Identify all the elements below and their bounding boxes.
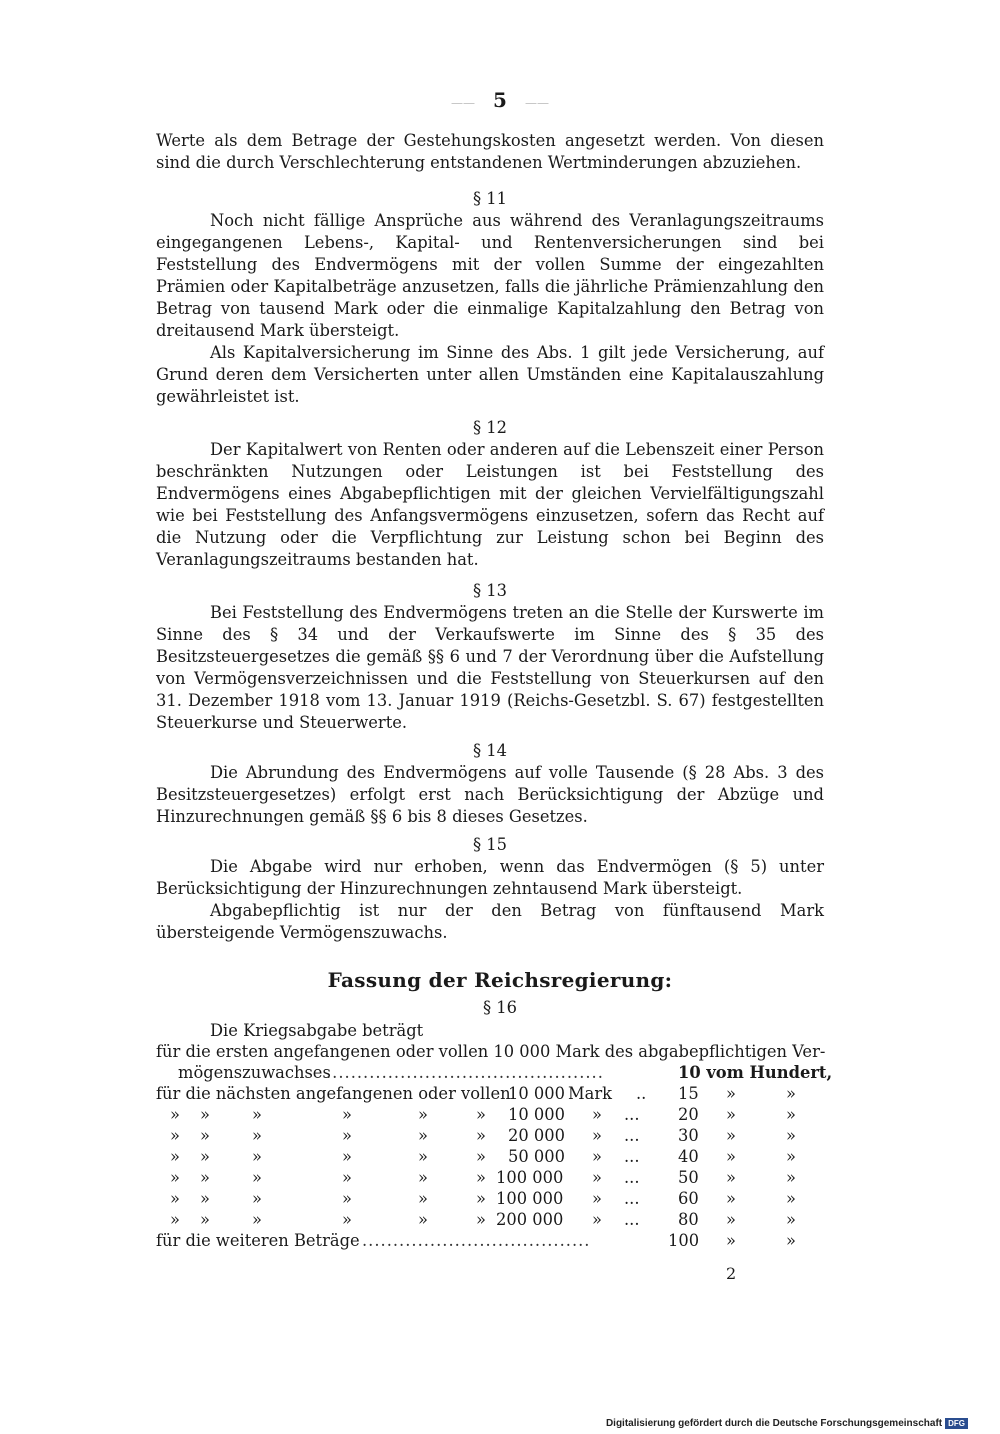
leader-dots: ... bbox=[624, 1168, 640, 1187]
ditto-mark: » bbox=[476, 1189, 486, 1208]
ditto-mark: » bbox=[592, 1147, 602, 1166]
ditto-mark: » bbox=[342, 1210, 352, 1229]
table-row bbox=[156, 1146, 824, 1167]
ditto-mark: » bbox=[418, 1126, 428, 1145]
amount: 200 000 bbox=[496, 1210, 564, 1229]
dfg-logo: DFG bbox=[945, 1418, 968, 1429]
ditto-mark: » bbox=[592, 1210, 602, 1229]
ditto-mark: » bbox=[592, 1168, 602, 1187]
ditto-mark: » bbox=[170, 1105, 180, 1124]
ditto-mark: » bbox=[342, 1189, 352, 1208]
ditto-mark: » bbox=[342, 1168, 352, 1187]
table-row: für die weiteren Beträge ..................................... 100 » » bbox=[156, 1231, 796, 1250]
ditto-mark: » bbox=[726, 1210, 736, 1229]
table-row bbox=[156, 1125, 824, 1146]
signature-number: 2 bbox=[726, 1264, 737, 1283]
table-intro: Die Kriegsabgabe beträgt bbox=[210, 1021, 424, 1040]
table-row: für die nächsten angefangenen oder vollen 10 000 Mark .. 15 » » bbox=[156, 1084, 796, 1103]
ditto-mark: » bbox=[476, 1147, 486, 1166]
leader-dots: ... bbox=[624, 1147, 640, 1166]
leader-dots: .. bbox=[636, 1084, 647, 1103]
ditto-mark: » bbox=[342, 1147, 352, 1166]
paragraph: Die Abrundung des Endvermögens auf volle Tausende (§ 28 Abs. 3 des Besitzsteuergesetzes) erfolgt erst nach Berücksichtigung der Abzüge und Hinzurechnungen gemäß §§ 6 bis 8 dieses Gesetzes. bbox=[156, 763, 824, 826]
ditto-mark: » bbox=[418, 1210, 428, 1229]
ditto-mark: » bbox=[252, 1105, 262, 1124]
leader-dots: ... bbox=[624, 1105, 640, 1124]
rate: 80 bbox=[678, 1210, 699, 1229]
rate: 20 bbox=[678, 1105, 699, 1124]
decorative-dash: —— bbox=[524, 96, 549, 110]
amount: 20 000 bbox=[508, 1126, 565, 1145]
ditto-mark: » bbox=[786, 1105, 796, 1124]
ditto-mark: » bbox=[170, 1147, 180, 1166]
ditto-mark: » bbox=[476, 1168, 486, 1187]
footer-credit: Digitalisierung gefördert durch die Deutsche Forschungsgemeinschaft DFG bbox=[606, 1418, 968, 1429]
decorative-dash: —— bbox=[451, 96, 476, 110]
ditto-mark: » bbox=[592, 1105, 602, 1124]
rate: 40 bbox=[678, 1147, 699, 1166]
ditto-mark: » bbox=[786, 1147, 796, 1166]
ditto-mark: » bbox=[252, 1168, 262, 1187]
section-heading: § 12 bbox=[472, 418, 508, 437]
table-row bbox=[156, 1209, 824, 1230]
ditto-mark: » bbox=[252, 1210, 262, 1229]
ditto-mark: » bbox=[170, 1189, 180, 1208]
ditto-rows bbox=[156, 1104, 824, 1230]
ditto-mark: » bbox=[726, 1168, 736, 1187]
ditto-mark: » bbox=[786, 1210, 796, 1229]
amount: 50 000 bbox=[508, 1147, 565, 1166]
ditto-mark: » bbox=[726, 1105, 736, 1124]
section-heading: § 14 bbox=[472, 741, 508, 760]
ditto-mark: » bbox=[786, 1168, 796, 1187]
ditto-mark: » bbox=[200, 1105, 210, 1124]
paragraph: Der Kapitalwert von Renten oder anderen auf die Lebenszeit einer Person beschränkten Nutzungen oder Leistungen ist bei Feststellung des Endvermögens eines Abgabepflichtigen mit der gleichen Vervielfältigungszahl wie bei Feststellung des Anfangsvermögens einzusetzen, sofern das Recht auf die Nutzung oder die Verpflichtung zur Leistung schon bei Beginn des Veranlagungszeitraums bestanden hat. bbox=[156, 440, 824, 569]
paragraph: Noch nicht fällige Ansprüche aus während des Veranlagungszeitraums eingegangenen Lebens-, Kapital- und Rentenversicherungen sind bei Feststellung des Endvermögens mit der vollen Summe der eingezahlten Prämien oder Kapitalbeträge anzusetzen, falls die jährliche Prämienzahlung den Betrag von tausend Mark oder die einmalige Kapitalzahlung den Betrag von dreitausend Mark übersteigt. bbox=[156, 211, 824, 340]
paragraph: Abgabepflichtig ist nur der den Betrag von fünftausend Mark übersteigende Vermögenszuwachs. bbox=[156, 901, 824, 942]
paragraph: Werte als dem Betrage der Gestehungskosten angesetzt werden. Von diesen sind die durch Verschlechterung entstandenen Wertminderungen abzuziehen. bbox=[156, 131, 824, 172]
ditto-mark: » bbox=[200, 1210, 210, 1229]
ditto-mark: » bbox=[200, 1147, 210, 1166]
ditto-mark: » bbox=[418, 1147, 428, 1166]
section-title: Fassung der Reichsregierung: bbox=[327, 968, 673, 992]
amount: 100 000 bbox=[496, 1168, 564, 1187]
section-heading: § 13 bbox=[472, 581, 508, 600]
ditto-mark: » bbox=[476, 1210, 486, 1229]
ditto-mark: » bbox=[786, 1126, 796, 1145]
ditto-mark: » bbox=[786, 1189, 796, 1208]
leader-dots: ... bbox=[624, 1126, 640, 1145]
ditto-mark: » bbox=[418, 1105, 428, 1124]
section-heading: § 11 bbox=[472, 189, 508, 208]
leader-dots: ............................................. bbox=[326, 1063, 604, 1082]
ditto-mark: » bbox=[592, 1126, 602, 1145]
table-row bbox=[156, 1188, 824, 1209]
ditto-mark: » bbox=[170, 1126, 180, 1145]
ditto-mark: » bbox=[170, 1168, 180, 1187]
rate: 50 bbox=[678, 1168, 699, 1187]
ditto-mark: » bbox=[418, 1168, 428, 1187]
ditto-mark: » bbox=[476, 1105, 486, 1124]
table-row: für die ersten angefangenen oder vollen 10 000 Mark des abgabepflichtigen Ver- bbox=[156, 1042, 826, 1061]
table-row bbox=[156, 1104, 824, 1125]
ditto-mark: » bbox=[476, 1126, 486, 1145]
ditto-mark: » bbox=[726, 1147, 736, 1166]
ditto-mark: » bbox=[200, 1126, 210, 1145]
ditto-mark: » bbox=[252, 1126, 262, 1145]
amount: 10 000 bbox=[508, 1105, 565, 1124]
table-row: mögenszuwachses ............................................. 10 vom Hundert, bbox=[178, 1063, 833, 1082]
paragraph: Als Kapitalversicherung im Sinne des Abs. 1 gilt jede Versicherung, auf Grund deren dem Versicherten unter allen Umständen eine Kapitalauszahlung gewährleistet ist. bbox=[156, 343, 824, 406]
paragraph: Bei Feststellung des Endvermögens treten an die Stelle der Kurswerte im Sinne des § 34 und der Verkaufswerte im Sinne des § 35 des Besitzsteuergesetzes die gemäß §§ 6 und 7 der Verordnung über die Aufstellung von Vermögensverzeichnissen und die Feststellung von Steuerkursen auf den 31. Dezember 1918 vom 13. Januar 1919 (Reichs-Gesetzbl. S. 67) festgestellten Steuerkurse und Steuerwerte. bbox=[156, 603, 824, 732]
section-heading: § 15 bbox=[472, 835, 508, 854]
rate-table bbox=[156, 1020, 833, 1251]
amount: 100 000 bbox=[496, 1189, 564, 1208]
ditto-mark: » bbox=[726, 1189, 736, 1208]
leader-dots: ... bbox=[624, 1189, 640, 1208]
rate: 60 bbox=[678, 1189, 699, 1208]
leader-dots: ..................................... bbox=[362, 1231, 591, 1250]
ditto-mark: » bbox=[726, 1126, 736, 1145]
ditto-mark: » bbox=[342, 1126, 352, 1145]
ditto-mark: » bbox=[342, 1105, 352, 1124]
leader-dots: ... bbox=[624, 1210, 640, 1229]
ditto-mark: » bbox=[592, 1189, 602, 1208]
ditto-mark: » bbox=[200, 1168, 210, 1187]
section-heading: § 16 bbox=[482, 998, 518, 1017]
ditto-mark: » bbox=[200, 1189, 210, 1208]
ditto-mark: » bbox=[170, 1210, 180, 1229]
table-row bbox=[156, 1167, 824, 1188]
body-text bbox=[156, 130, 824, 944]
paragraph: Die Abgabe wird nur erhoben, wenn das Endvermögen (§ 5) unter Berücksichtigung der Hinzurechnungen zehntausend Mark übersteigt. bbox=[156, 857, 824, 898]
rate: 30 bbox=[678, 1126, 699, 1145]
ditto-mark: » bbox=[252, 1147, 262, 1166]
ditto-mark: » bbox=[418, 1189, 428, 1208]
ditto-mark: » bbox=[252, 1189, 262, 1208]
page-number: —— 5 —— bbox=[451, 88, 549, 112]
